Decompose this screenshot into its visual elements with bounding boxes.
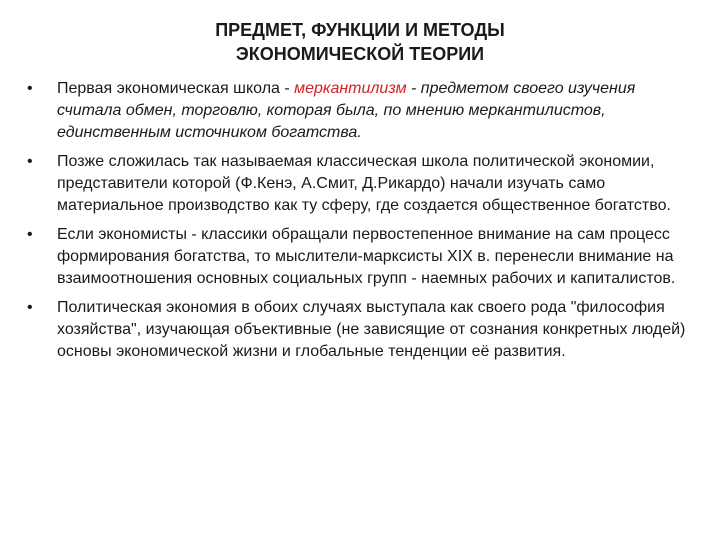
bullet-text-prefix: Первая экономическая школа - <box>57 80 295 97</box>
bullet-text: Позже сложилась так называемая классическая школа политической экономии, представители которой (Ф.Кенэ, А.Смит, Д.Рикардо) начали изучать само материальное производство как ту сферу, где создается общественное богатство. <box>57 153 671 214</box>
bullet-list <box>27 78 697 370</box>
slide-title <box>0 18 720 66</box>
bullet-icon: • <box>27 80 33 97</box>
slide-title-line-1: ПРЕДМЕТ, ФУНКЦИИ И МЕТОДЫ <box>215 20 505 40</box>
bullet-text-rest: - предметом своего изучения считала обмен, торговлю, которая была, по мнению меркантилистов, единственным источником богатства. <box>57 80 636 141</box>
slide-title-line-2: ЭКОНОМИЧЕСКОЙ ТЕОРИИ <box>235 44 485 64</box>
bullet-item-political-economy <box>27 297 697 363</box>
bullet-item-mercantilism <box>27 78 697 144</box>
highlight-term: меркантилизм <box>294 80 407 97</box>
bullet-text: Если экономисты - классики обращали первостепенное внимание на сам процесс формирования богатства, то мыслители-марксисты XIX в. перенесли внимание на взаимоотношения основных социальных групп - наемных рабочих и капиталистов. <box>57 226 676 287</box>
bullet-item-marxists <box>27 224 697 290</box>
bullet-text: Политическая экономия в обоих случаях выступала как своего рода "философия хозяйства", изучающая объективные (не зависящие от сознания конкретных людей) основы экономической жизни и глобальные тенденции её развития. <box>57 299 686 360</box>
bullet-icon: • <box>27 299 33 316</box>
bullet-icon: • <box>27 153 33 170</box>
bullet-item-classical-school <box>27 151 697 217</box>
bullet-icon: • <box>27 226 33 243</box>
